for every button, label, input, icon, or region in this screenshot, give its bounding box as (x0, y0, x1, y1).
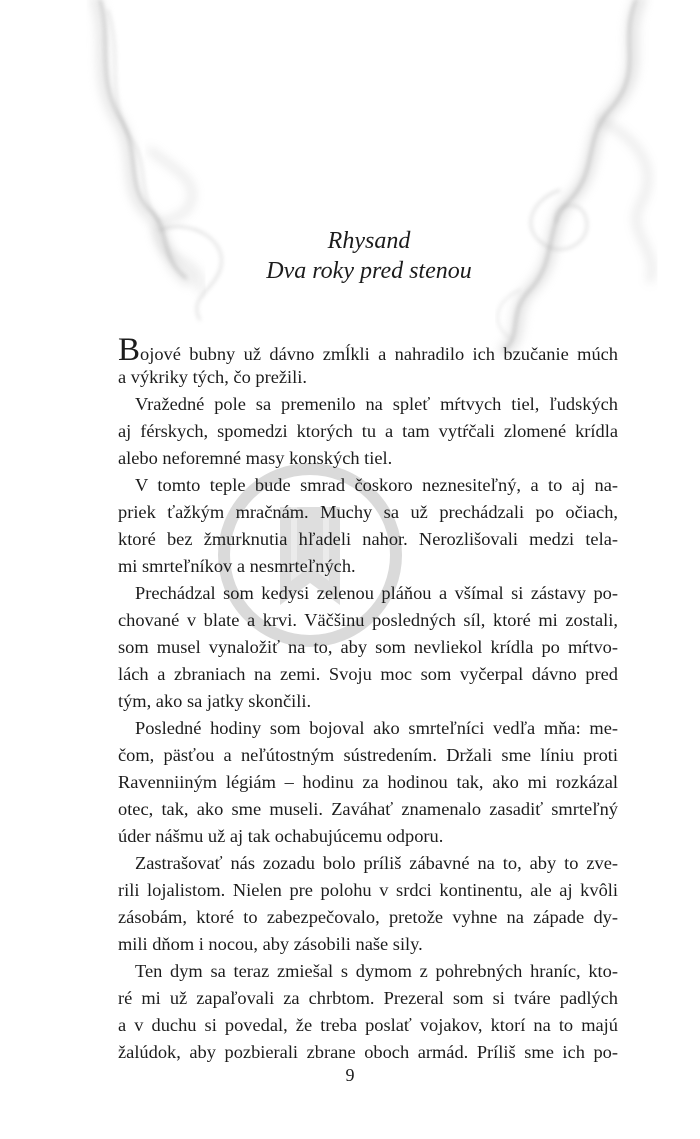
text-line: a v duchu si povedal, že treba poslať vojakov, ktorí na to majú (118, 1015, 618, 1035)
text-line: lách a zbraniach na zemi. Svoju moc som vyčerpal dávno pred (118, 664, 618, 684)
text-line: aj férskych, spomedzi ktorých tu a tam vytŕčali zlomené krídla (118, 421, 618, 441)
text-line: Zastrašovať nás zozadu bolo príliš zábavné na to, aby to zve- (135, 853, 618, 873)
text-line: mi smrteľníkov a nesmrteľných. (118, 556, 356, 576)
drop-cap: B (118, 332, 141, 368)
text-line: zásobám, ktoré to zabezpečovalo, pretože vyhne na západe dy- (118, 907, 618, 927)
text-line: chované v blate a krvi. Väčšinu posledných síl, ktoré mi zostali, (118, 610, 618, 630)
text-line: úder nášmu už aj tak ochabujúcemu odporu. (118, 826, 444, 846)
chapter-heading (0, 226, 700, 286)
text-line: Prechádzal som kedysi zelenou pláňou a všímal si zástavy po- (135, 583, 618, 603)
text-line: Vražedné pole sa premenilo na spleť mŕtvych tiel, ľudských (135, 394, 618, 414)
text-line: otec, tak, ako sme museli. Zaváhať znamenalo zasadiť smrteľný (118, 799, 618, 819)
text-line: alebo neforemné masy konských tiel. (118, 448, 393, 468)
text-line: priek ťažkým mračnám. Muchy sa už prechádzali po očiach, (118, 502, 618, 522)
chapter-body (118, 332, 618, 1066)
text-line: žalúdok, aby pozbierali zbrane oboch armád. Príliš sme ich po- (118, 1042, 618, 1062)
chapter-name: Rhysand (327, 228, 411, 254)
text-line: rili lojalistom. Nielen pre polohu v srdci kontinentu, ale aj kvôli (118, 880, 618, 900)
text-line: Ten dym sa teraz zmiešal s dymom z pohrebných hraníc, kto- (135, 961, 618, 981)
text-line: Bojové bubny už dávno zmĺkli a nahradilo ich bzučanie múch (118, 332, 618, 368)
text-line: tým, ako sa jatky skončili. (118, 691, 312, 711)
text-line: ré mi už zapaľovali za chrbtom. Prezeral som si tváre padlých (118, 988, 618, 1008)
text-line: Posledné hodiny som bojoval ako smrteľníci vedľa mňa: me- (135, 718, 618, 738)
chapter-subtitle: Dva roky pred stenou (266, 258, 472, 284)
text-line: V tomto teple bude smrad čoskoro neznesiteľný, a to aj na- (135, 475, 618, 495)
text-line: čom, päsťou a neľútostným sústredením. Držali sme líniu proti (118, 745, 618, 765)
text-line: mili dňom i nocou, aby zásobili naše sily. (118, 934, 423, 954)
text-line: Ravenniiným légiám – hodinu za hodinou tak, ako mi rozkázal (118, 772, 618, 792)
smoke-illustration (0, 0, 700, 360)
text-line: som musel vynaložiť na to, aby som nevliekol krídla po mŕtvo- (118, 637, 618, 657)
page-number: 9 (345, 1065, 355, 1085)
text-line: a výkriky tých, čo prežili. (118, 367, 307, 387)
text-line: ktoré bez žmurknutia hľadeli nahor. Nerozlišovali medzi tela- (118, 529, 618, 549)
